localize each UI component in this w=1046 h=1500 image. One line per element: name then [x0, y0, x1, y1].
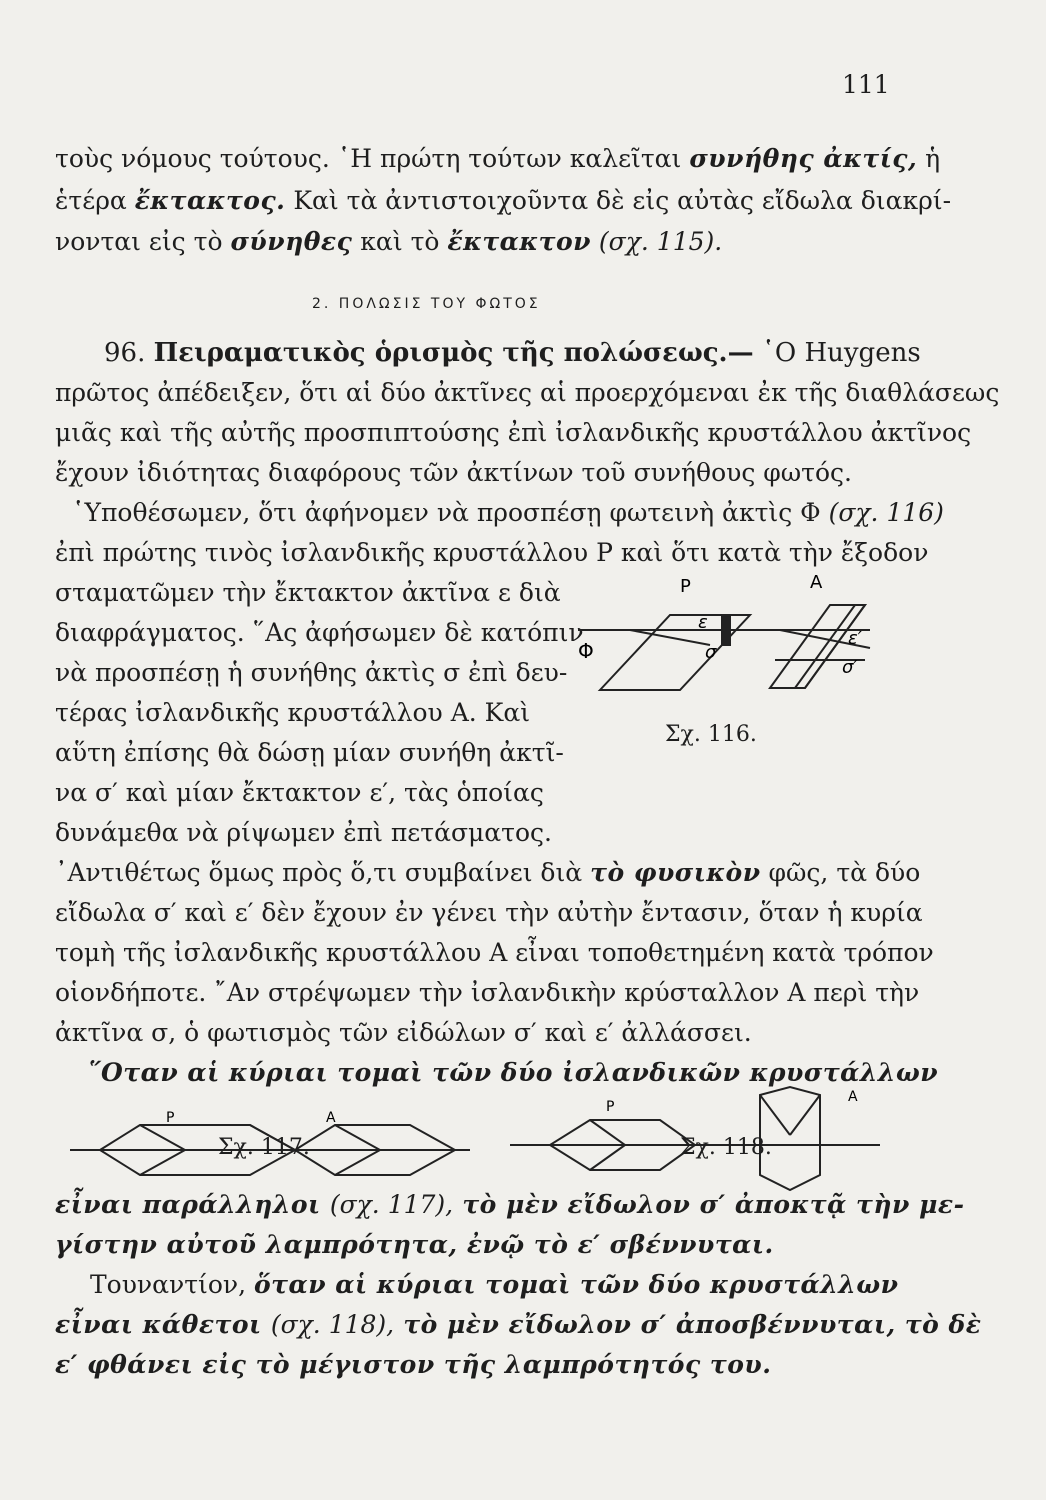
figure-reference: (σχ. 115).	[590, 227, 723, 256]
text-line: να σ′ καὶ μίαν ἔκτακτον ε′, τὰς ὁποίας	[55, 778, 544, 807]
emphasis-term: τὸ μὲν εἴδωλον σ′ ἀποκτᾷ τὴν με-	[453, 1190, 965, 1219]
label-A: A	[326, 1110, 336, 1126]
emphasis-term: εἶναι παράλληλοι	[55, 1190, 330, 1219]
emphasis-term: ἔκτακτος.	[134, 186, 286, 215]
text-line	[55, 1312, 981, 1337]
text-span: ῾Ο Huygens	[761, 338, 921, 368]
text-line: οἱονδήποτε. ῎Αν στρέψωμεν τὴν ἰσλανδικὴν κρύσταλλον Α περὶ τὴν	[55, 978, 920, 1007]
text-line	[55, 1192, 964, 1217]
text-line: πρῶτος ἀπέδειξεν, ὅτι αἱ δύο ἀκτῖνες αἱ προερχόμεναι ἐκ τῆς διαθλάσεως	[55, 378, 1000, 407]
section-heading-line	[104, 340, 921, 366]
label-P: P	[680, 576, 691, 597]
crystal-edge	[590, 1145, 625, 1170]
text-span: ᾿Αντιθέτως ὅμως πρὸς ὅ,τι συμβαίνει διὰ	[55, 858, 591, 887]
crystal-edge	[140, 1125, 185, 1150]
figure-118-caption: Σχ. 118.	[680, 1135, 772, 1160]
text-span: ἑτέρα	[55, 186, 135, 215]
text-line	[90, 1272, 898, 1297]
figure-117-caption: Σχ. 117.	[218, 1135, 310, 1160]
text-span: νονται εἰς τὸ	[55, 227, 231, 256]
emphasis-term: σύνηθες	[230, 227, 353, 256]
crystal-edge	[760, 1095, 790, 1135]
text-span: φῶς, τὰ δύο	[760, 858, 921, 887]
section-number: 96.	[104, 338, 146, 368]
text-line: νὰ προσπέσῃ ἡ συνήθης ἀκτὶς σ ἐπὶ δευ-	[55, 658, 568, 687]
text-line: μιᾶς καὶ τῆς αὐτῆς προσπιπτούσης ἐπὶ ἰσλανδικῆς κρυστάλλου ἀκτῖνος	[55, 418, 972, 447]
figure-reference: (σχ. 118),	[270, 1310, 395, 1339]
text-line: ε′ φθάνει εἰς τὸ μέγιστον τῆς λαμπρότητός του.	[55, 1350, 772, 1379]
crystal-edge	[140, 1150, 185, 1175]
figure-116-caption: Σχ. 116.	[665, 722, 757, 747]
text-span: ῾Υποθέσωμεν, ὅτι ἀφήνομεν νὰ προσπέσῃ φωτεινὴ ἀκτὶς Φ	[72, 498, 829, 527]
section-title: Πειραματικὸς ὁρισμὸς τῆς πολώσεως.—	[153, 338, 754, 368]
crystal-edge	[335, 1150, 380, 1175]
label-sigma: σ	[705, 642, 717, 663]
crystal-edge	[335, 1125, 380, 1150]
text-line: ἔχουν ἰδιότητας διαφόρους τῶν ἀκτίνων τοῦ συνήθους φωτός.	[55, 458, 852, 487]
label-P: P	[166, 1110, 175, 1126]
chapter-subheading: 2. ΠΟΛΩΣΙΣ ΤΟΥ ΦΩΤΟΣ	[312, 296, 541, 312]
label-epsilon: ε	[698, 612, 708, 633]
text-line: διαφράγματος. ῞Ας ἀφήσωμεν δὲ κατόπιν	[55, 618, 584, 647]
label-A: A	[848, 1089, 858, 1105]
crystal-edge	[590, 1120, 625, 1145]
text-line: τομὴ τῆς ἰσλανδικῆς κρυστάλλου Α εἶναι τοποθετημένη κατὰ τρόπον	[55, 938, 934, 967]
text-span: ἡ	[917, 144, 941, 173]
text-span: Καὶ τὰ ἀντιστοιχοῦντα δὲ εἰς αὐτὰς εἴδωλα διακρί-	[285, 186, 952, 215]
figure-reference: (σχ. 117),	[329, 1190, 454, 1219]
text-line: δυνάμεθα νὰ ρίψωμεν ἐπὶ πετάσματος.	[55, 818, 552, 847]
text-line	[55, 188, 951, 213]
label-sigma-prime: σ′	[842, 657, 858, 678]
text-line	[72, 500, 944, 525]
text-line	[55, 860, 920, 885]
label-A: A	[810, 572, 823, 593]
emphasis-term: ἔκτακτον	[447, 227, 591, 256]
text-line: σταματῶμεν τὴν ἔκτακτον ἀκτῖνα ε διὰ	[55, 578, 561, 607]
text-line: ῞Οταν αἱ κύριαι τομαὶ τῶν δύο ἰσλανδικῶν κρυστάλλων	[88, 1058, 939, 1087]
label-epsilon-prime: ε′	[848, 628, 862, 649]
crystal-edge	[790, 1095, 820, 1135]
text-line	[55, 229, 722, 254]
emphasis-term: τὸ μὲν εἴδωλον σ′ ἀποσβέννυται, τὸ δὲ	[394, 1310, 982, 1339]
text-span: Τουναντίον,	[90, 1270, 254, 1299]
emphasis-term: τὸ φυσικὸν	[590, 858, 761, 887]
emphasis-term: ὅταν αἱ κύριαι τομαὶ τῶν δύο κρυστάλλων	[253, 1270, 899, 1299]
figure-reference: (σχ. 116)	[828, 498, 944, 527]
text-line	[55, 146, 940, 171]
emphasis-term: συνήθης ἀκτίς,	[689, 144, 918, 173]
emphasis-term: εἶναι κάθετοι	[55, 1310, 271, 1339]
text-line: τέρας ἰσλανδικῆς κρυστάλλου Α. Καὶ	[55, 698, 530, 727]
label-phi: Φ	[578, 639, 594, 663]
text-line: εἴδωλα σ′ καὶ ε′ δὲν ἔχουν ἐν γένει τὴν αὐτὴν ἔντασιν, ὅταν ἡ κυρία	[55, 898, 923, 927]
diaphragm	[722, 615, 730, 645]
page-number: 111	[842, 70, 890, 99]
text-line: αὕτη ἐπίσης θὰ δώσῃ μίαν συνήθη ἀκτῖ-	[55, 738, 564, 767]
text-span: καὶ τὸ	[352, 227, 448, 256]
text-line: ἀκτῖνα σ, ὁ φωτισμὸς τῶν εἰδώλων σ′ καὶ ε′ ἀλλάσσει.	[55, 1018, 752, 1047]
text-line: γίστην αὐτοῦ λαμπρότητα, ἐνῷ τὸ ε′ σβέννυται.	[55, 1230, 774, 1259]
label-P: P	[606, 1099, 615, 1115]
figure-116	[570, 570, 890, 720]
text-line: ἐπὶ πρώτης τινὸς ἰσλανδικῆς κρυστάλλου Ρ καὶ ὅτι κατὰ τὴν ἔξοδον	[55, 538, 929, 567]
text-span: τοὺς νόμους τούτους. ῾Η πρώτη τούτων καλεῖται	[55, 144, 690, 173]
